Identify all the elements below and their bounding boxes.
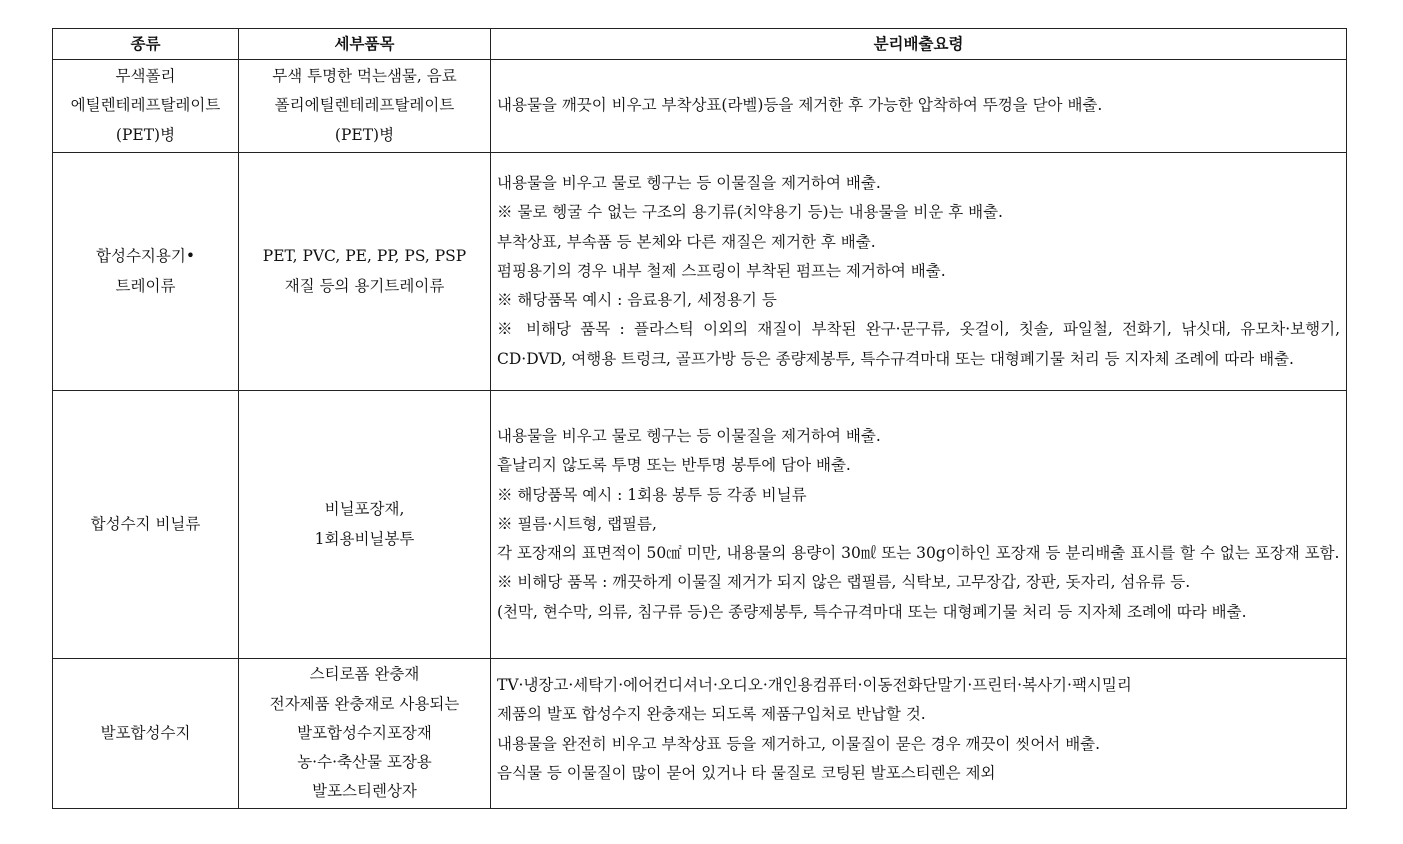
method-line: ※ 필름·시트형, 랩필름, [497,514,657,533]
type-line: 합성수지용기• [96,247,195,266]
items-line: PET, PVC, PE, PP, PS, PSP [262,247,467,266]
type-line: 무색폴리 [115,67,176,86]
method-line: 내용물을 깨끗이 비우고 부착상표(라벨)등을 제거한 후 가능한 압착하여 뚜껑을 닫아 배출. [497,96,1103,115]
method-line: TV·냉장고·세탁기·에어컨디셔너·오디오·개인용컴퓨터·이동전화단말기·프린터·복사기·팩시밀리 [497,676,1132,694]
method-line: ※ 물로 헹굴 수 없는 구조의 용기류(치약용기 등)는 내용물을 비운 후 배출. [497,203,1003,222]
table-row [53,659,1347,809]
method-line: 내용물을 비우고 물로 헹구는 등 이물질을 제거하여 배출. [497,426,881,445]
recycling-guide-table [52,28,1347,809]
items-line: 전자제품 완충재로 사용되는 [269,694,460,713]
method-cell [491,391,1347,659]
type-cell [53,659,239,809]
items-line: (PET)병 [334,125,395,144]
method-line: 흩날리지 않도록 투명 또는 반투명 봉투에 담아 배출. [497,456,851,475]
header-method: 분리배출요령 [491,29,1347,60]
items-line: 스티로폼 완충재 [309,665,420,684]
method-cell [491,659,1347,809]
items-line: 농·수·축산물 포장용 [297,753,432,772]
method-line: (천막, 현수막, 의류, 침구류 등)은 종량제봉투, 특수규격마대 또는 대형폐기물 처리 등 지자체 조례에 따라 배출. [497,602,1247,621]
table-row [53,153,1347,391]
method-line: 각 포장재의 표면적이 50㎠ 미만, 내용물의 용량이 30㎖ 또는 30g이하인 포장재 등 분리배출 표시를 할 수 없는 포장재 포함. [497,544,1340,563]
type-line: 합성수지 비닐류 [90,514,201,533]
items-line: 재질 등의 용기트레이류 [284,276,445,295]
items-line: 발포합성수지포장재 [297,723,432,742]
method-line: ※ 해당품목 예시 : 1회용 봉투 등 각종 비닐류 [497,485,807,504]
method-cell [491,60,1347,153]
header-type: 종류 [53,29,239,60]
method-line: ※ 해당품목 예시 : 음료용기, 세정용기 등 [497,291,777,310]
method-line: ※ 비해당 품목 : 플라스틱 이외의 재질이 부착된 완구·문구류, 옷걸이, 칫솔, 파일철, 전화기, 낚싯대, 유모차·보행기, CD·DVD, 여행용 트렁크, 골프가방 등은 종량제봉투, 특수규격마대 또는 대형폐기물 처리 등 지자체 조례에 따라 배출. [497,320,1340,368]
items-line: 1회용비닐봉투 [314,529,415,548]
method-cell [491,153,1347,391]
items-line: 폴리에틸렌테레프탈레이트 [274,96,455,115]
method-line: 내용물을 완전히 비우고 부착상표 등을 제거하고, 이물질이 묻은 경우 깨끗이 씻어서 배출. [497,734,1101,753]
method-line: 제품의 발포 합성수지 완충재는 되도록 제품구입처로 반납할 것. [497,705,926,724]
method-line: 음식물 등 이물질이 많이 묻어 있거나 타 물질로 코팅된 발포스티렌은 제외 [497,763,996,782]
items-line: 무색 투명한 먹는샘물, 음료 [272,67,457,86]
method-line: ※ 비해당 품목 : 깨끗하게 이물질 제거가 되지 않은 랩필름, 식탁보, 고무장갑, 장판, 돗자리, 섬유류 등. [497,573,1191,592]
header-items: 세부품목 [239,29,491,60]
method-line: 펌핑용기의 경우 내부 철제 스프링이 부착된 펌프는 제거하여 배출. [497,261,946,280]
type-cell [53,391,239,659]
type-cell [53,153,239,391]
items-line: 발포스티렌상자 [312,782,417,801]
type-line: (PET)병 [115,125,176,144]
items-line: 비닐포장재, [324,500,405,519]
method-line: 내용물을 비우고 물로 헹구는 등 이물질을 제거하여 배출. [497,173,881,192]
items-cell [239,659,491,809]
type-line: 발포합성수지 [100,723,191,742]
table-header-row [53,29,1347,60]
method-line: 부착상표, 부속품 등 본체와 다른 재질은 제거한 후 배출. [497,232,876,251]
type-line: 트레이류 [115,276,176,295]
table-row [53,60,1347,153]
items-cell [239,391,491,659]
table-row [53,391,1347,659]
type-cell [53,60,239,153]
recycling-table-container [52,28,1346,809]
type-line: 에틸렌테레프탈레이트 [70,96,221,115]
items-cell [239,153,491,391]
items-cell [239,60,491,153]
